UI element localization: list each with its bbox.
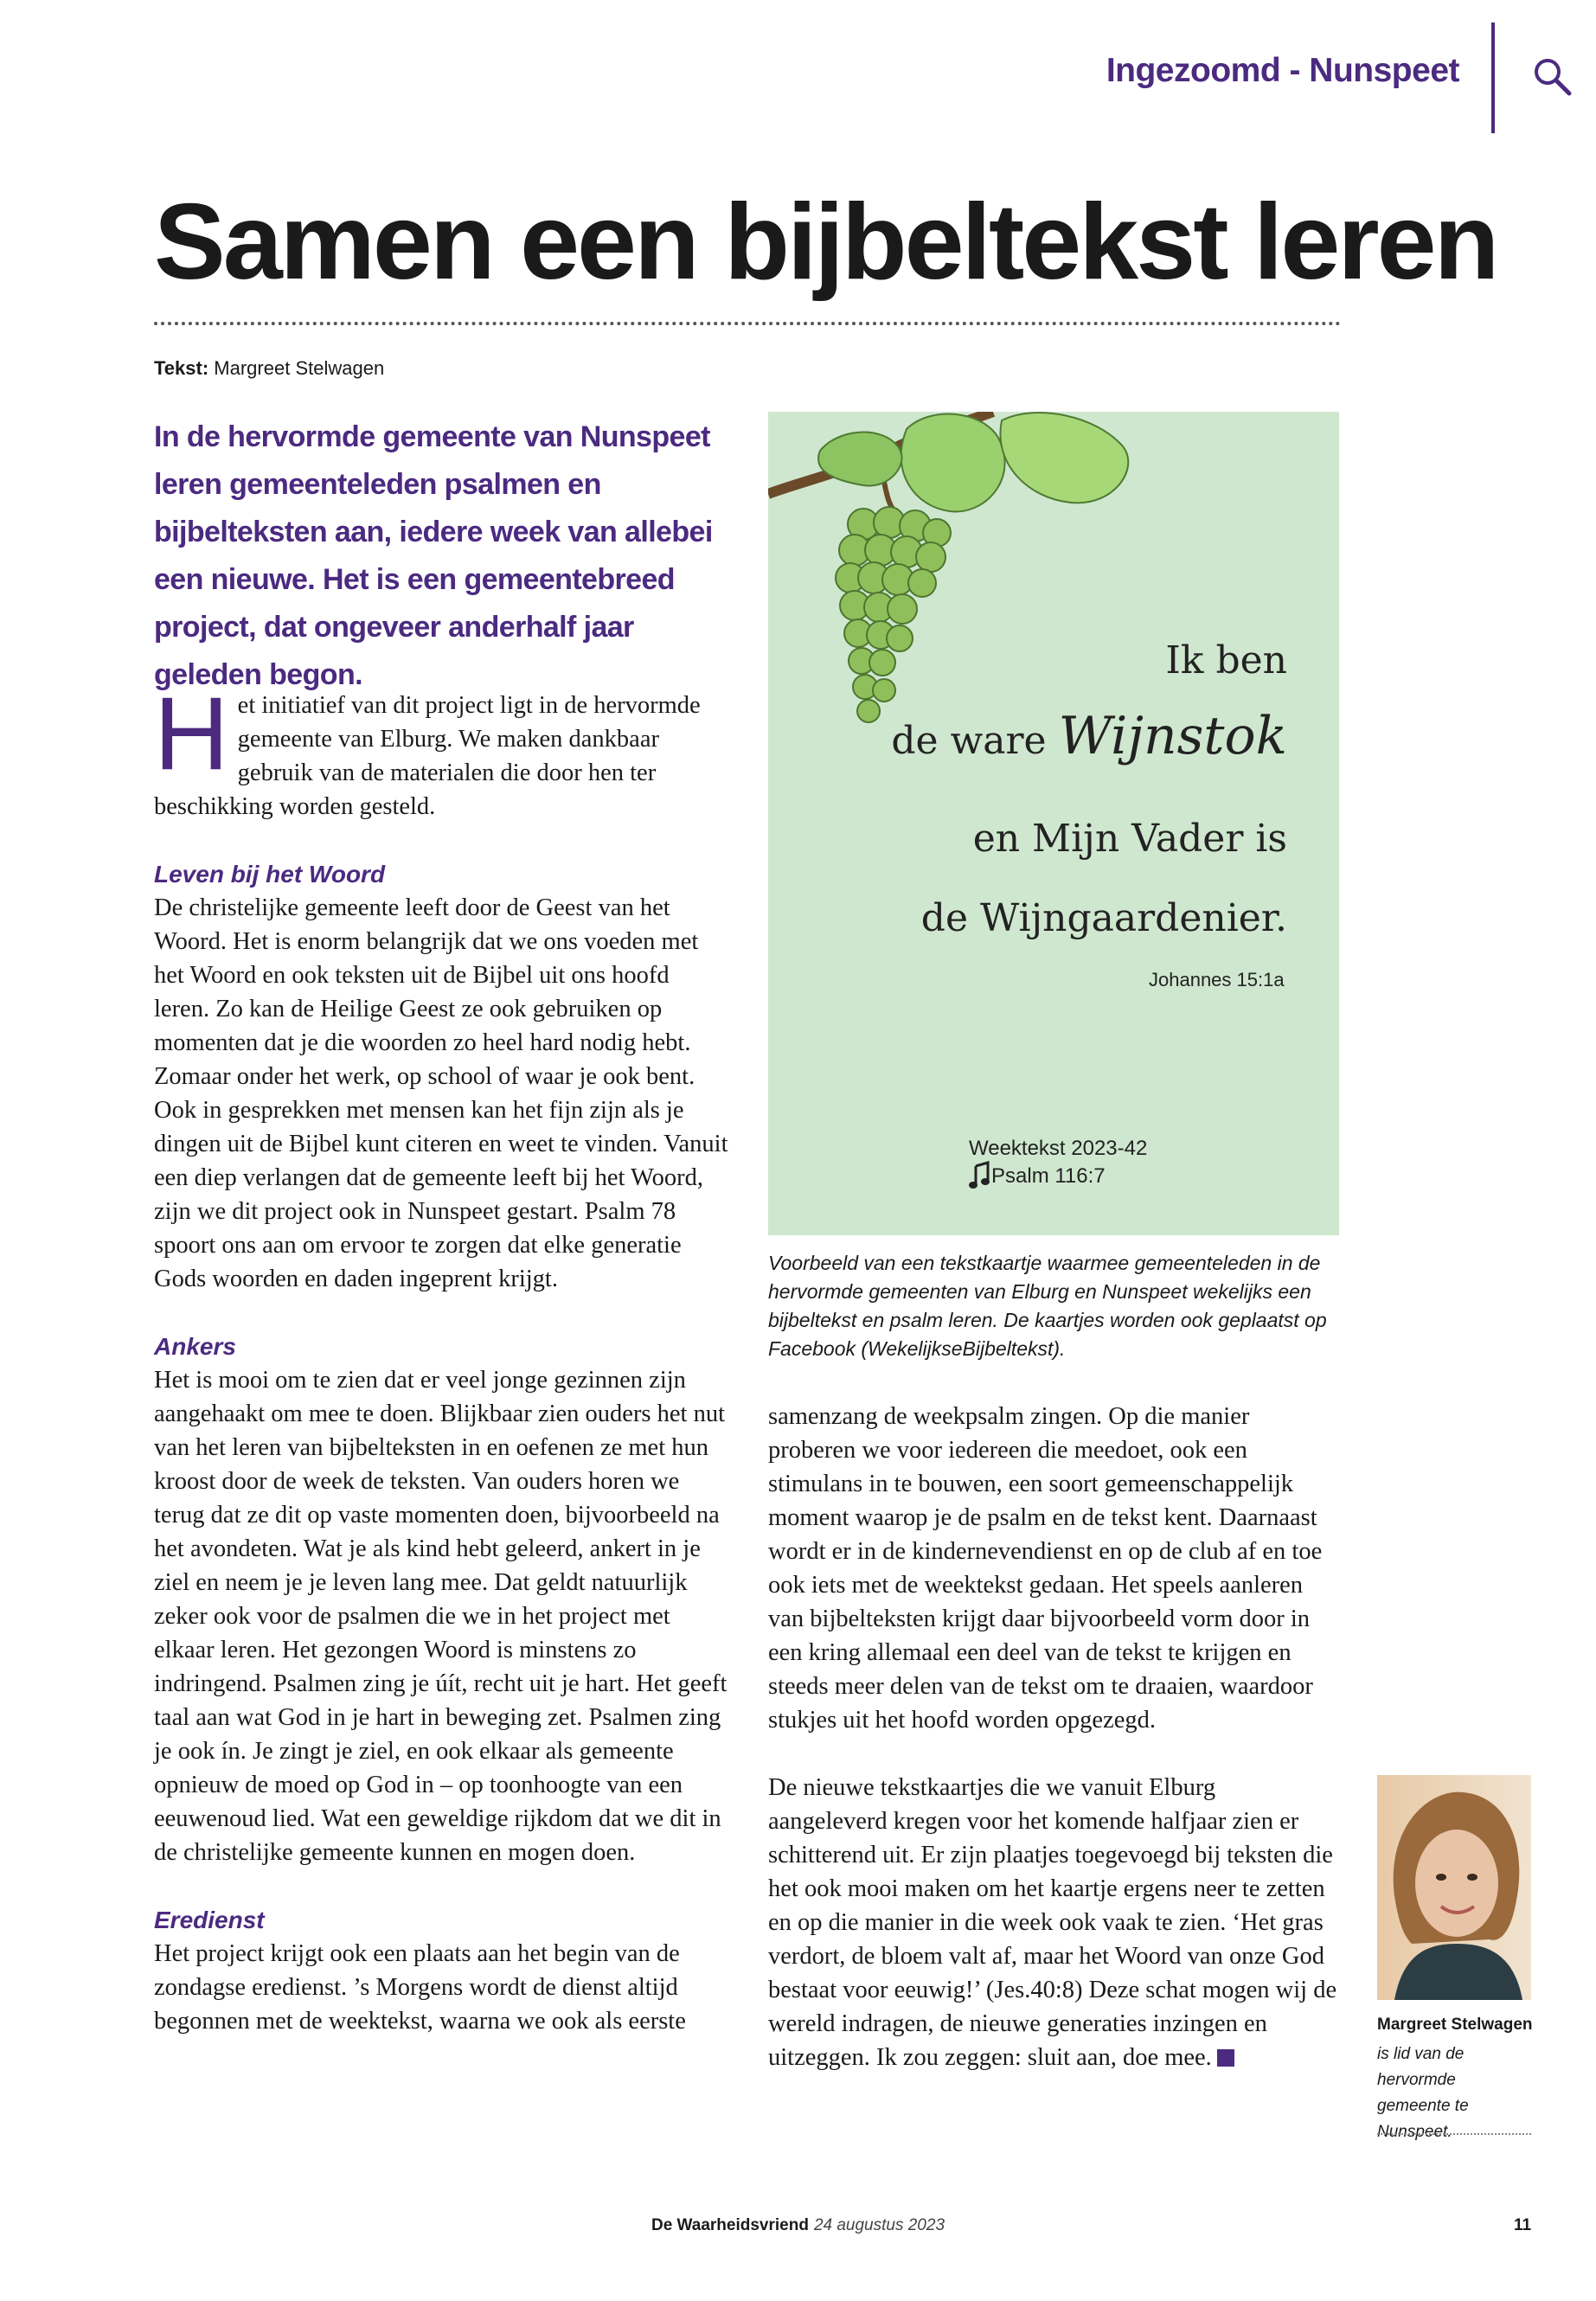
- paragraph-4: Het is mooi om te zien dat er veel jonge gezinnen zijn aangehaakt om mee te doen. Blijkbaar zien ouders het nut van het leren van bijbelteksten in en oefenen ze met hun kroost door de week de teksten. Van ouders horen we terug dat ze dit op vaste momenten doen, bijvoorbeeld na het avondeten. Wat je als kind hebt geleerd, ankert in je ziel en neem je je leven lang mee. Dat geldt natuurlijk zeker ook voor de psalmen die we in het project met elkaar leren. Het gezongen Woord is minstens zo indringend. Psalmen zing je úít, recht uit je hart. Het geeft taal aan wat God in je hart in beweging zet. Psalmen zing je ook ín. Je zingt je ziel, en ook elkaar als gemeente opnieuw de moed op God in – op toonhoogte van een eeuwenoud lied. Wat een geweldige rijkdom dat we dit in de christelijke gemeente kunnen en mogen doen.: [154, 1367, 727, 1866]
- paragraph-2: De christelijke gemeente leeft door de Geest van het Woord. Het is enorm belangrijk dat we ons voeden met het Woord en ook teksten uit de Bijbel uit ons hoofd leren. Zo kan de Heilige Geest ze ook gebruiken op momenten dat je die woorden zo heel hard nodig hebt. Zomaar onder het werk, op school of waar je ook bent.: [154, 894, 699, 1090]
- music-note-icon: [969, 1161, 991, 1190]
- paragraph-5: Het project krijgt ook een plaats aan het begin van de zondagse eredienst. ’s Morgens wordt de dienst altijd begonnen met de weektekst, waarna we ook als eerste: [154, 1940, 686, 2035]
- paragraph-7: [768, 1771, 1339, 2074]
- author-photo: [1377, 1775, 1531, 2000]
- footer-date: 24 augustus 2023: [813, 2216, 945, 2234]
- left-column: [154, 676, 729, 2038]
- search-icon[interactable]: [1531, 55, 1573, 97]
- article-title: Samen een bijbeltekst leren: [154, 183, 1497, 302]
- section-label: Ingezoomd - Nunspeet: [1106, 52, 1459, 89]
- card-line-4: de Wijngaardenier.: [920, 896, 1287, 940]
- paragraph-3: Ook in gesprekken met mensen kan het fijn zijn als je dingen uit de Bijbel kunt citeren en weet te vinden. Vanuit een diep verlangen dat de gemeente leeft bij het Woord, zijn we dit project ook in Nunspeet gestart. Psalm 78 spoort ons aan om ervoor te zorgen dat elke generatie Gods woorden en daden ingeprent krijgt.: [154, 1097, 728, 1292]
- card-week: Weektekst 2023-42: [969, 1137, 1148, 1160]
- byline-label: Tekst:: [154, 357, 209, 379]
- subhead-eredienst: Eredienst: [154, 1907, 265, 1933]
- subhead-ankers: Ankers: [154, 1333, 236, 1360]
- header-divider: [1491, 22, 1495, 133]
- paragraph-7-text: De nieuwe tekstkaartjes die we vanuit Elburg aangeleverd kregen voor het komende halfjaar zien er schitterend uit. Er zijn plaatjes toegevoegd bij teksten die het ook mooi maken om het kaartje ergens neer te zetten en op die manier in die week ook vaak te zien. ‘Het gras verdort, de bloem valt af, maar het Woord van onze God bestaat voor eeuwig!’ (Jes.40:8) Deze schat mogen wij de wereld indragen, de nieuwe generaties inzingen en uitzeggen. Ik zou zeggen: sluit aan, doe mee.: [768, 1774, 1337, 2071]
- footer-magazine: De Waarheidsvriend: [651, 2216, 809, 2234]
- paragraph-1: [154, 676, 729, 824]
- card-line-3: en Mijn Vader is: [972, 817, 1287, 861]
- end-mark-icon: [1217, 2049, 1234, 2067]
- footer: [0, 2216, 1596, 2235]
- text-card-image: [768, 412, 1339, 1235]
- image-caption: Voorbeeld van een tekstkaartje waarmee gemeenteleden in de hervormde gemeenten van Elburg en Nunspeet wekelijks een bijbeltekst en psalm leren. De kaartjes worden ook geplaatst op Facebook (WekelijkseBijbeltekst).: [768, 1252, 1327, 1360]
- drop-cap: H: [154, 676, 229, 792]
- card-reference: Johannes 15:1a: [1149, 969, 1285, 990]
- page-number: 11: [1514, 2216, 1532, 2234]
- author-bio: is lid van de hervormde gemeente te Nunspeet.: [1377, 2045, 1469, 2141]
- byline-author: Margreet Stelwagen: [214, 357, 385, 379]
- subhead-leven: Leven bij het Woord: [154, 861, 386, 888]
- card-line-1: Ik ben: [1165, 638, 1287, 683]
- card-psalm: Psalm 116:7: [991, 1164, 1106, 1188]
- paragraph-1-text: et initiatief van dit project ligt in de hervormde gemeente van Elburg. We maken dankbaar gebruik van de materialen die door hen ter beschikking worden gesteld.: [154, 692, 701, 820]
- byline: [154, 357, 384, 380]
- title-divider: [154, 322, 1341, 325]
- card-line-2: [891, 706, 1287, 766]
- card-line-2a: de ware: [891, 719, 1047, 763]
- article-intro: In de hervormde gemeente van Nunspeet leren gemeenteleden psalmen en bijbelteksten aan, iedere week van allebei een nieuwe. Het is een gemeentebreed project, dat ongeveer anderhalf jaar geleden begon.: [154, 420, 713, 691]
- author-divider: [1377, 2133, 1531, 2135]
- right-column: [768, 1400, 1339, 2074]
- card-line-2b: Wijnstok: [1058, 706, 1287, 766]
- author-name: Margreet Stelwagen: [1377, 2016, 1533, 2034]
- paragraph-6: samenzang de weekpsalm zingen. Op die manier proberen we voor iedereen die meedoet, ook een stimulans in te bouwen, een soort gemeenschappelijk moment waarop je de psalm en de tekst kent. Daarnaast wordt er in de kindernevendienst en op de club af en toe ook iets met de weektekst gedaan. Het speels aanleren van bijbelteksten krijgt daar bijvoorbeeld vorm door in een kring allemaal een deel van de tekst te krijgen en steeds meer delen van de tekst om te draaien, waardoor stukjes uit het hoofd worden opgezegd.: [768, 1403, 1323, 1734]
